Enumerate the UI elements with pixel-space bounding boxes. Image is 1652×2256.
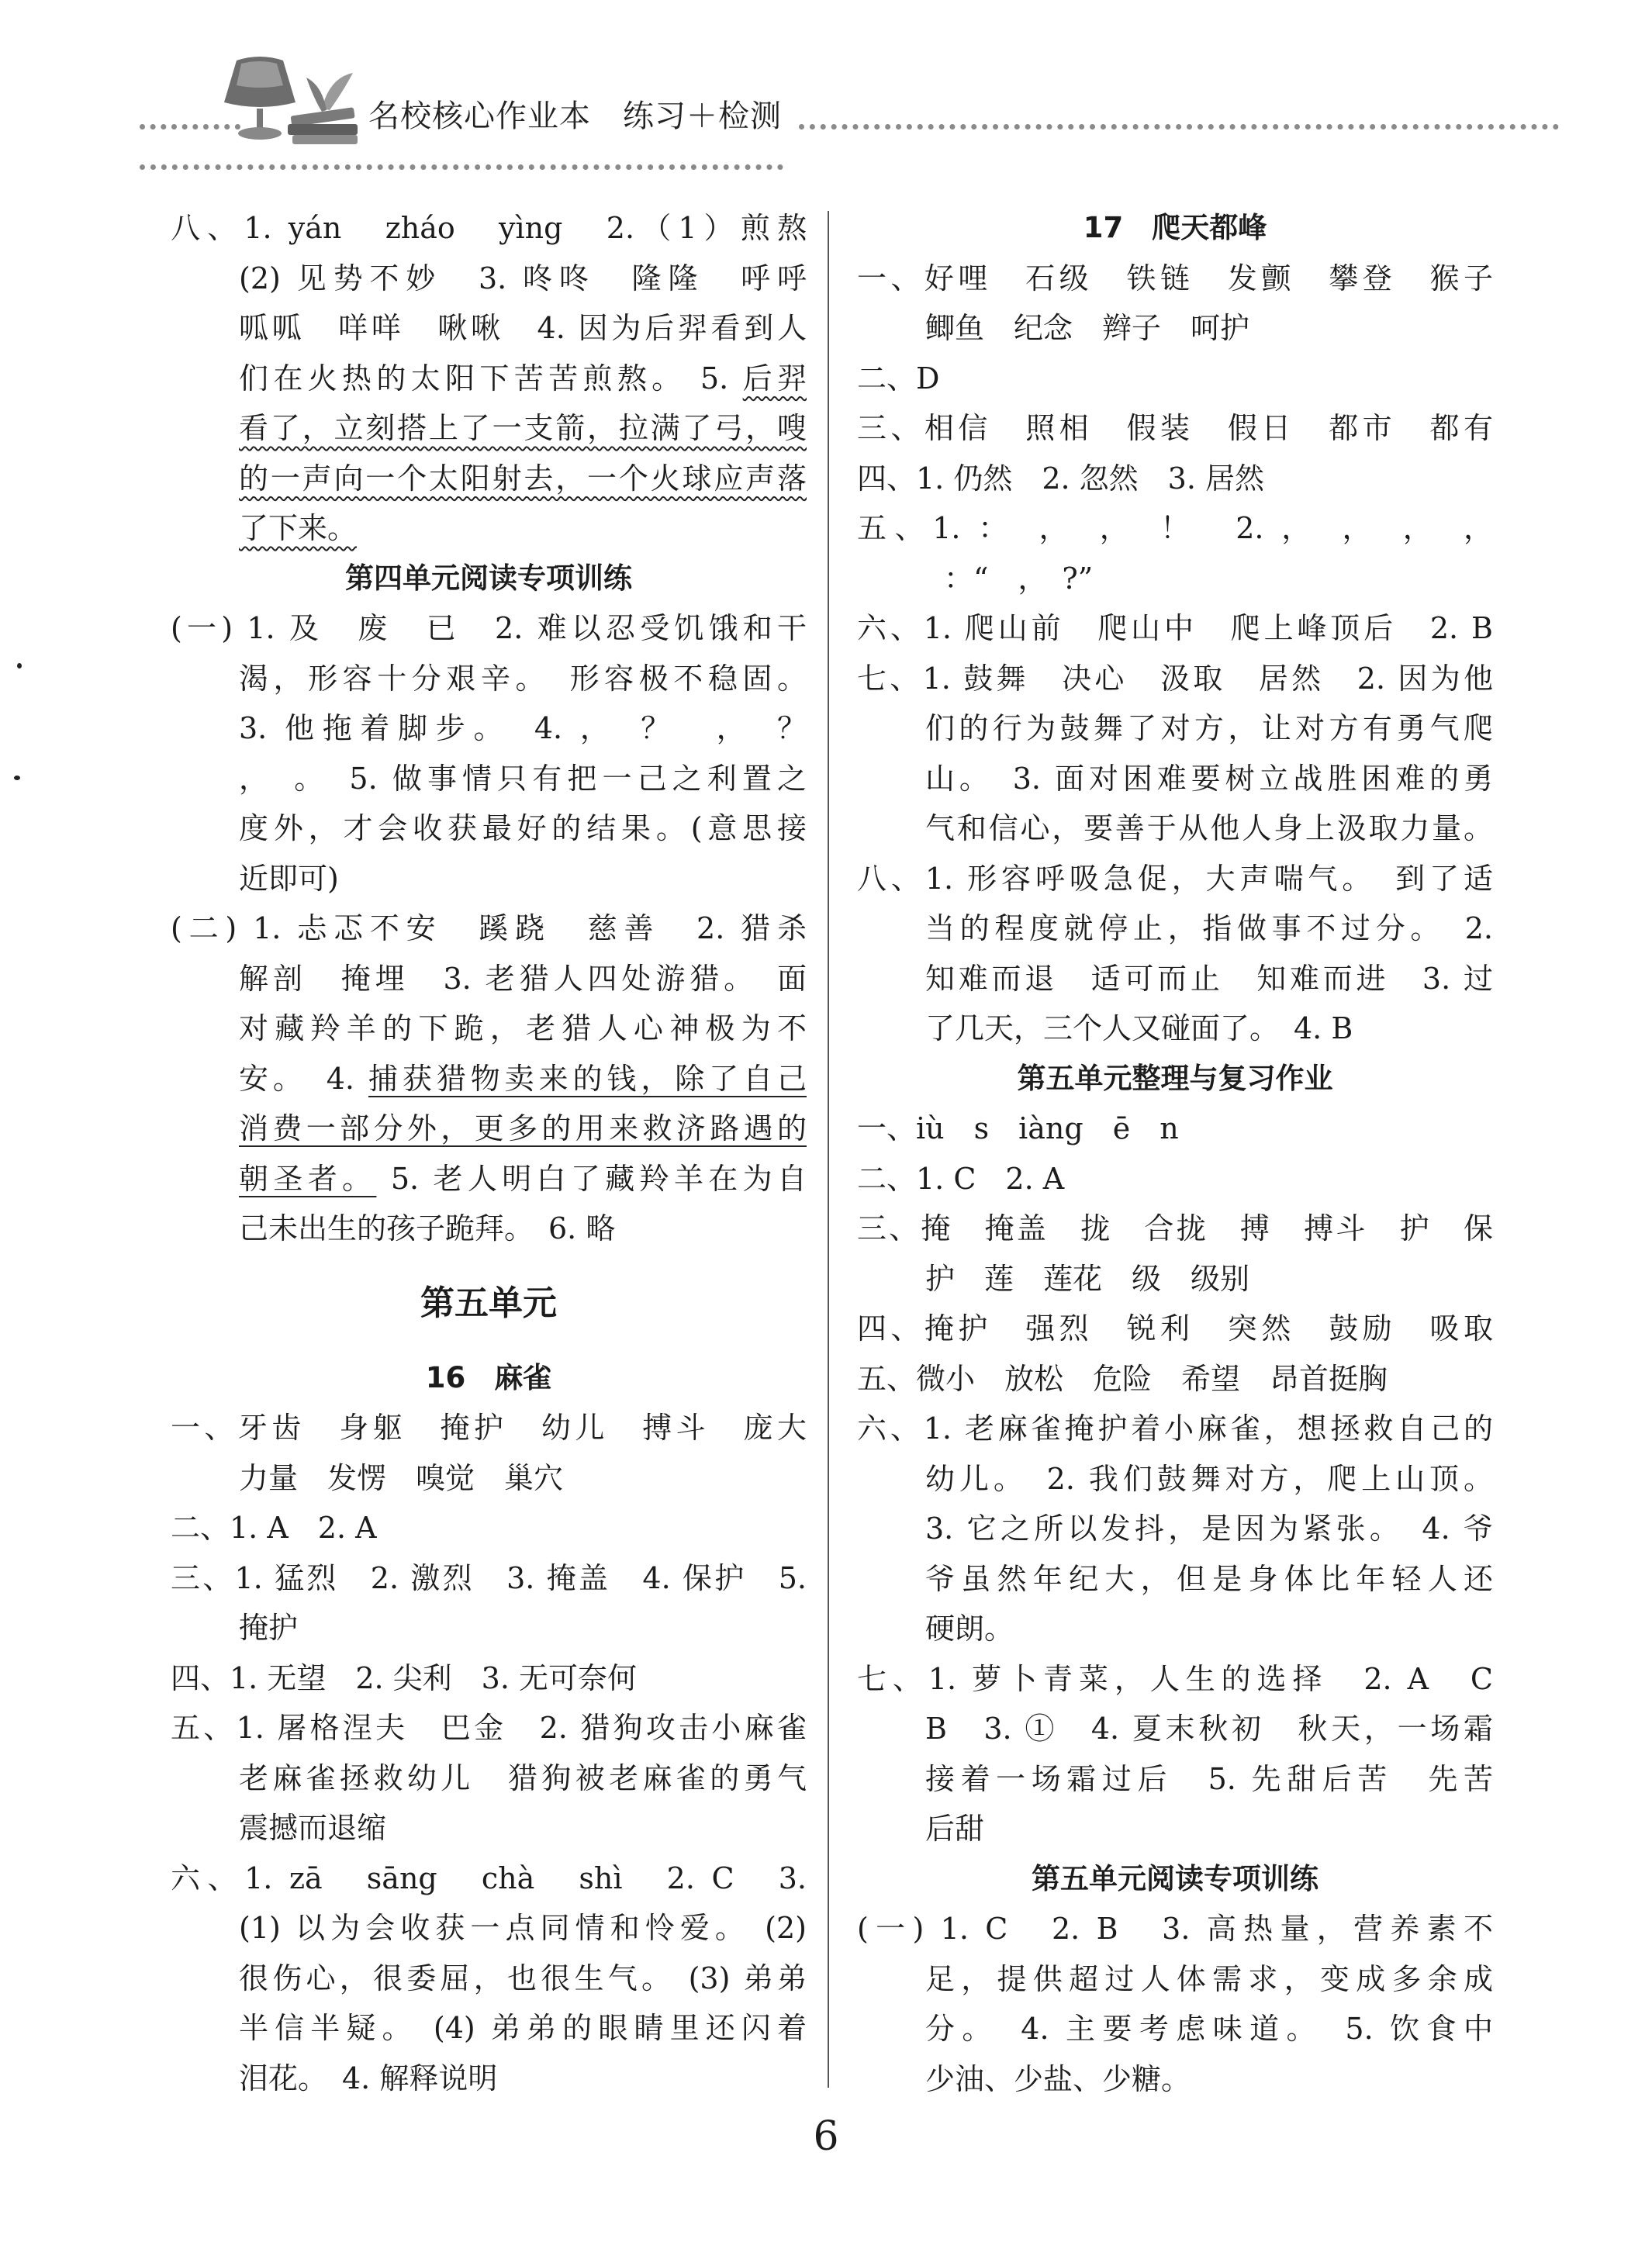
text-line: 近即可) bbox=[239, 861, 339, 896]
text-line: 半信半疑。 (4) 弟弟的眼睛里还闪着 bbox=[239, 2011, 807, 2045]
text-line: 八、1. 形容呼吸急促，大声喘气。 到了适 bbox=[857, 861, 1493, 896]
text-line: 三、掩 掩盖 拢 合拢 搏 搏斗 护 保 bbox=[857, 1211, 1493, 1245]
wavy-underlined-text: 看了，立刻搭上了一支箭，拉满了弓，嗖 bbox=[239, 411, 807, 445]
text-line bbox=[171, 1054, 807, 1104]
header-dots-right bbox=[799, 124, 1559, 130]
text-line: 分。 4. 主要考虑味道。 5. 饮食中 bbox=[925, 2012, 1493, 2046]
text-line: 四、1. 无望 2. 尖利 3. 无可奈何 bbox=[171, 1660, 638, 1695]
text-line: 泪花。 4. 解释说明 bbox=[239, 2061, 498, 2095]
text-line: ， 。 5. 做事情只有把一己之利置之 bbox=[239, 761, 807, 796]
text-line: 五、1. ： ， ， ！ 2. ， ， ， ， bbox=[857, 511, 1493, 545]
text-line: B 3. ① 4. 夏末秋初 秋天，一场霜 bbox=[925, 1712, 1493, 1746]
text-line bbox=[171, 403, 807, 454]
text-line: 掩护 bbox=[239, 1611, 299, 1645]
text-line: 了几天，三个人又碰面了。 4. B bbox=[925, 1011, 1353, 1045]
column-divider bbox=[828, 211, 829, 2088]
text-line: 老麻雀拯救幼儿 猎狗被老麻雀的勇气 bbox=[239, 1760, 807, 1795]
text-line: 知难而退 适可而止 知难而进 3. 过 bbox=[925, 961, 1493, 996]
text-line: 五、微小 放松 危险 希望 昂首挺胸 bbox=[857, 1361, 1388, 1396]
text-span: 安。 4. bbox=[239, 1061, 368, 1096]
text-line: 四、1. 仍然 2. 忽然 3. 居然 bbox=[857, 461, 1265, 496]
text-line: 硬朗。 bbox=[925, 1612, 1014, 1646]
unit-heading: 第五单元 bbox=[420, 1283, 557, 1323]
text-line: 一、牙齿 身躯 掩护 幼儿 搏斗 庞大 bbox=[171, 1411, 807, 1445]
text-line: 三、1. 猛烈 2. 激烈 3. 掩盖 4. 保护 5. bbox=[171, 1560, 807, 1595]
text-line: 二、1. A 2. A bbox=[171, 1511, 377, 1545]
text-line: 六、1. 爬山前 爬山中 爬上峰顶后 2. B bbox=[857, 611, 1493, 645]
text-line: (二) 1. 忐忑不安 蹊跷 慈善 2. 猎杀 bbox=[171, 911, 807, 945]
text-line bbox=[171, 1154, 807, 1204]
text-line: 护 莲 莲花 级 级别 bbox=[925, 1261, 1250, 1296]
text-line bbox=[171, 503, 807, 554]
text-line: 山。 3. 面对困难要树立战胜困难的勇 bbox=[925, 761, 1493, 796]
text-line: 四、掩护 强烈 锐利 突然 鼓励 吸取 bbox=[857, 1311, 1493, 1346]
text-line: 二、D bbox=[857, 361, 940, 396]
text-line: ：“ ， ?” bbox=[944, 561, 1094, 596]
underlined-text: 朝圣者。 bbox=[239, 1161, 377, 1196]
text-line: 鲫鱼 纪念 辫子 呵护 bbox=[925, 311, 1250, 345]
lesson-heading: 16 麻雀 bbox=[425, 1360, 552, 1394]
text-line: 七、1. 萝卜青菜，人生的选择 2. A C bbox=[857, 1661, 1493, 1696]
text-line: 爷虽然年纪大，但是身体比年轻人还 bbox=[925, 1561, 1493, 1596]
text-line: 度外，才会收获最好的结果。(意思接 bbox=[239, 811, 807, 845]
text-line: 呱呱 咩咩 啾啾 4. 因为后羿看到人 bbox=[239, 311, 807, 345]
text-line: (一) 1. 及 废 已 2. 难以忍受饥饿和干 bbox=[171, 611, 807, 645]
page-header bbox=[0, 0, 1652, 186]
text-line: 气和信心，要善于从他人身上汲取力量。 bbox=[925, 811, 1493, 845]
text-line: 接着一场霜过后 5. 先甜后苦 先苦 bbox=[925, 1761, 1493, 1796]
lesson-heading: 17 爬天都峰 bbox=[1083, 211, 1267, 244]
text-line bbox=[171, 354, 807, 404]
text-line: 己未出生的孩子跪拜。 6. 略 bbox=[239, 1211, 616, 1245]
text-line: (2) 见势不妙 3. 咚咚 隆隆 呼呼 bbox=[239, 261, 807, 295]
scan-speck bbox=[17, 663, 22, 669]
scan-speck bbox=[14, 776, 20, 780]
text-line: (一) 1. C 2. B 3. 高热量，营养素不 bbox=[857, 1912, 1493, 1946]
text-line: 解剖 掩埋 3. 老猎人四处游猎。 面 bbox=[239, 961, 807, 996]
lamp-books-icon bbox=[206, 54, 368, 147]
text-line: 足，提供超过人体需求，变成多余成 bbox=[925, 1961, 1493, 1996]
right-column bbox=[857, 203, 1493, 2104]
text-line: 3. 它之所以发抖，是因为紧张。 4. 爷 bbox=[925, 1511, 1493, 1546]
wavy-underlined-text: 后羿 bbox=[742, 361, 807, 396]
underlined-text: 消费一部分外，更多的用来救济路遇的 bbox=[239, 1111, 807, 1145]
text-line: 力量 发愣 嗅觉 巢穴 bbox=[239, 1460, 564, 1495]
text-span: 们在火热的太阳下苦苦煎熬。 5. bbox=[239, 361, 743, 396]
text-line: 对藏羚羊的下跪，老猎人心神极为不 bbox=[239, 1011, 807, 1045]
text-line: 八、1. yán zháo yìng 2.（1）煎熬 bbox=[171, 211, 807, 245]
text-line: 很伤心，很委屈，也很生气。 (3) 弟弟 bbox=[239, 1961, 807, 1995]
wavy-underlined-text: 的一声向一个太阳射去，一个火球应声落 bbox=[239, 461, 807, 496]
text-line: 五、1. 屠格涅夫 巴金 2. 猎狗攻击小麻雀 bbox=[171, 1711, 807, 1745]
section-heading: 第四单元阅读专项训练 bbox=[345, 561, 632, 595]
text-line: 少油、少盐、少糖。 bbox=[925, 2061, 1191, 2096]
text-line: 幼儿。 2. 我们鼓舞对方，爬上山顶。 bbox=[925, 1461, 1493, 1496]
text-line: 六、1. 老麻雀掩护着小麻雀，想拯救自己的 bbox=[857, 1411, 1493, 1446]
text-line: 三、相信 照相 假装 假日 都市 都有 bbox=[857, 411, 1493, 445]
text-line bbox=[171, 1104, 807, 1154]
section-heading: 第五单元整理与复习作业 bbox=[1017, 1061, 1333, 1095]
text-line: 渴，形容十分艰辛。 形容极不稳固。 bbox=[239, 661, 807, 696]
text-span: 5. 老人明白了藏羚羊在为自 bbox=[376, 1161, 807, 1196]
left-column bbox=[171, 203, 807, 2103]
text-line: 后甜 bbox=[925, 1812, 985, 1846]
text-line: 六、1. zā sāng chà shì 2. C 3. bbox=[171, 1860, 807, 1895]
brand-title: 名校核心作业本 练习＋检测 bbox=[368, 98, 782, 134]
text-line: 震撼而退缩 bbox=[239, 1811, 387, 1845]
spacer bbox=[171, 1335, 807, 1353]
text-line bbox=[171, 454, 807, 504]
page-number: 6 bbox=[813, 2113, 839, 2160]
underlined-text: 捕获猎物卖来的钱，除了自己 bbox=[368, 1061, 807, 1096]
text-line: 当的程度就停止，指做事不过分。 2. bbox=[925, 911, 1493, 945]
text-line: 二、1. C 2. A bbox=[857, 1161, 1065, 1196]
text-line: 一、好哩 石级 铁链 发颤 攀登 猴子 bbox=[857, 261, 1493, 295]
text-line: 们的行为鼓舞了对方，让对方有勇气爬 bbox=[925, 711, 1493, 745]
header-dots-lower bbox=[140, 164, 783, 170]
text-line: 3. 他拖着脚步。 4. ， ？ ， ？ bbox=[239, 711, 807, 745]
text-line: 一、iù s iàng ē n bbox=[857, 1111, 1179, 1145]
spacer bbox=[171, 1254, 807, 1273]
text-line: (1) 以为会收获一点同情和怜爱。 (2) bbox=[239, 1911, 807, 1945]
section-heading: 第五单元阅读专项训练 bbox=[1032, 1861, 1318, 1895]
text-line: 七、1. 鼓舞 决心 汲取 居然 2. 因为他 bbox=[857, 661, 1493, 696]
wavy-underlined-text: 了下来。 bbox=[239, 511, 358, 545]
